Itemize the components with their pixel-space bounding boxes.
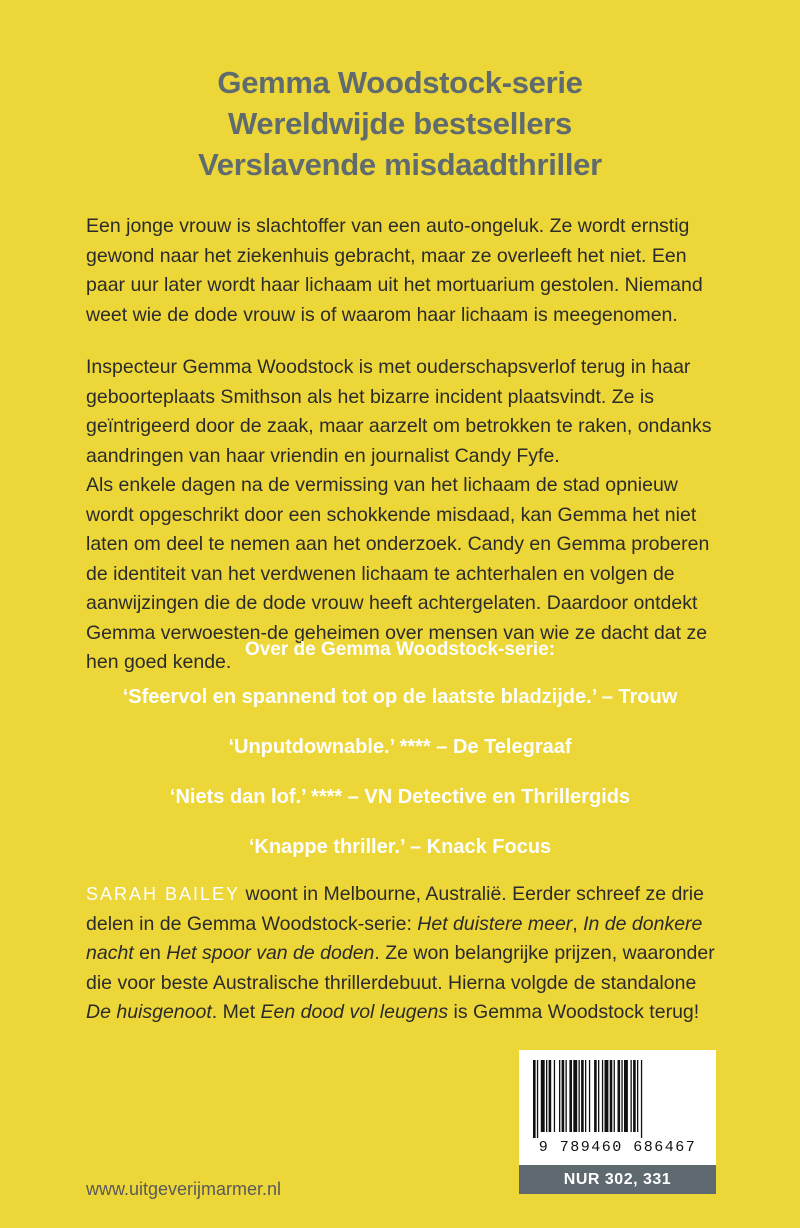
barcode-image: [519, 1050, 716, 1140]
barcode-stripe: [641, 1060, 642, 1138]
barcode-stripe: [533, 1060, 536, 1138]
book-title: Het duistere meer: [417, 912, 573, 935]
quote-text: ‘Niets dan lof.’ ****: [169, 786, 343, 808]
barcode-stripe: [598, 1060, 599, 1132]
barcode-stripe: [573, 1060, 577, 1132]
barcode-stripe: [605, 1060, 609, 1132]
header-block: [0, 62, 800, 185]
synopsis-paragraph-2a: Inspecteur Gemma Woodstock is met ouderschapsverlof terug in haar geboorteplaats Smithson als het bizarre incident plaatsvindt. Ze is geïntrigeerd door de zaak, maar aarzelt om betrokken te raken, ondanks aandringen van haar vriendin en journalist Candy Fyfe.: [86, 356, 712, 467]
barcode-stripe: [562, 1060, 565, 1132]
barcode-stripe: [569, 1060, 572, 1132]
barcode-stripe: [621, 1060, 622, 1132]
barcode-stripe: [541, 1060, 545, 1132]
barcode-stripe: [618, 1060, 621, 1132]
praise-quote: [0, 684, 800, 710]
barcode-stripe: [537, 1060, 538, 1138]
praise-quote: [0, 784, 800, 810]
barcode-stripe: [559, 1060, 560, 1132]
barcode-stripe: [581, 1060, 584, 1132]
synopsis-paragraph-2: [86, 353, 726, 678]
book-title: Het spoor van de doden: [166, 942, 375, 964]
author-bio-text: woont in Melbourne, Australië. Eerder schreef ze drie delen in de Gemma Woodstock-serie:: [86, 883, 704, 935]
barcode-stripe: [589, 1060, 590, 1132]
nur-code: NUR 302, 331: [519, 1165, 716, 1194]
author-bio: [86, 880, 726, 1028]
barcode-stripe: [614, 1060, 615, 1132]
synopsis-paragraph-1: Een jonge vrouw is slachtoffer van een auto-ongeluk. Ze wordt ernstig gewond naar het ziekenhuis gebracht, maar ze overleeft het niet. Een paar uur later wordt haar lichaam uit het mortuarium gestolen. Niemand weet wie de dode vrouw is of waarom haar lichaam is meegenomen.: [86, 215, 703, 326]
quote-text: ‘Sfeervol en spannend tot op de laatste bladzijde.’: [122, 686, 597, 708]
isbn-number: 9 789460 686467: [538, 1139, 697, 1156]
barcode-stripe: [633, 1060, 636, 1132]
barcode-stripe: [554, 1060, 555, 1132]
publisher-website: www.uitgeverijmarmer.nl: [86, 1179, 282, 1199]
author-bio-text: . Ze won belangrijke prijzen, waaronder die voor beste Australische thrillerdebuut. Hierna volgde de standalone: [86, 942, 715, 994]
praise-quote: [0, 834, 800, 860]
praise-quote: [0, 734, 800, 760]
barcode-stripe: [594, 1060, 597, 1132]
barcode-stripe: [585, 1060, 586, 1132]
quote-source: – Trouw: [596, 686, 678, 708]
praise-heading: Over de Gemma Woodstock-serie:: [244, 639, 556, 660]
header-line-thriller: Verslavende misdaadthriller: [198, 147, 602, 182]
barcode-stripe: [579, 1060, 580, 1132]
book-title: Een dood vol leugens: [260, 1001, 449, 1023]
book-title: In de donkere nacht: [86, 912, 703, 964]
author-bio-text: is Gemma Woodstock terug!: [448, 1001, 700, 1023]
quote-text: ‘Unputdownable.’ ****: [228, 736, 431, 758]
header-line-bestsellers: Wereldwijde bestsellers: [227, 106, 572, 141]
author-bio-text: . Met: [211, 1001, 261, 1023]
barcode-stripe: [549, 1060, 552, 1132]
quote-source: – Knack Focus: [404, 836, 552, 858]
barcode-stripe: [602, 1060, 603, 1132]
quote-source: – De Telegraaf: [430, 736, 572, 758]
book-title: De huisgenoot: [86, 1001, 212, 1023]
barcode-stripe: [566, 1060, 567, 1132]
barcode-stripe: [546, 1060, 547, 1132]
barcode-stripe: [637, 1060, 638, 1132]
barcode-stripe: [624, 1060, 628, 1132]
barcode-stripe: [631, 1060, 632, 1132]
barcode-panel: [519, 1050, 716, 1165]
quote-source: – VN Detective en Thrillergids: [342, 786, 631, 808]
quote-text: ‘Knappe thriller.’: [248, 836, 405, 858]
author-bio-text: en: [133, 942, 167, 964]
praise-block: [0, 638, 800, 884]
barcode-stripe: [610, 1060, 613, 1132]
header-line-series: Gemma Woodstock-serie: [217, 65, 583, 100]
author-name: SARAH BAILEY: [86, 884, 241, 904]
synopsis-paragraph-2b: Als enkele dagen na de vermissing van het lichaam de stad opnieuw wordt opgeschrikt door een schokkende misdaad, kan Gemma het niet laten om deel te nemen aan het onderzoek. Candy en Gemma proberen de identiteit van het verdwenen lichaam te achterhalen en volgen de aanwijzingen die de dode vrouw heeft achtergelaten. Daardoor ontdekt Gemma verwoesten-de geheimen over mensen van wie ze dacht dat ze hen goed kende.: [86, 474, 710, 673]
author-bio-text: ,: [572, 912, 584, 935]
